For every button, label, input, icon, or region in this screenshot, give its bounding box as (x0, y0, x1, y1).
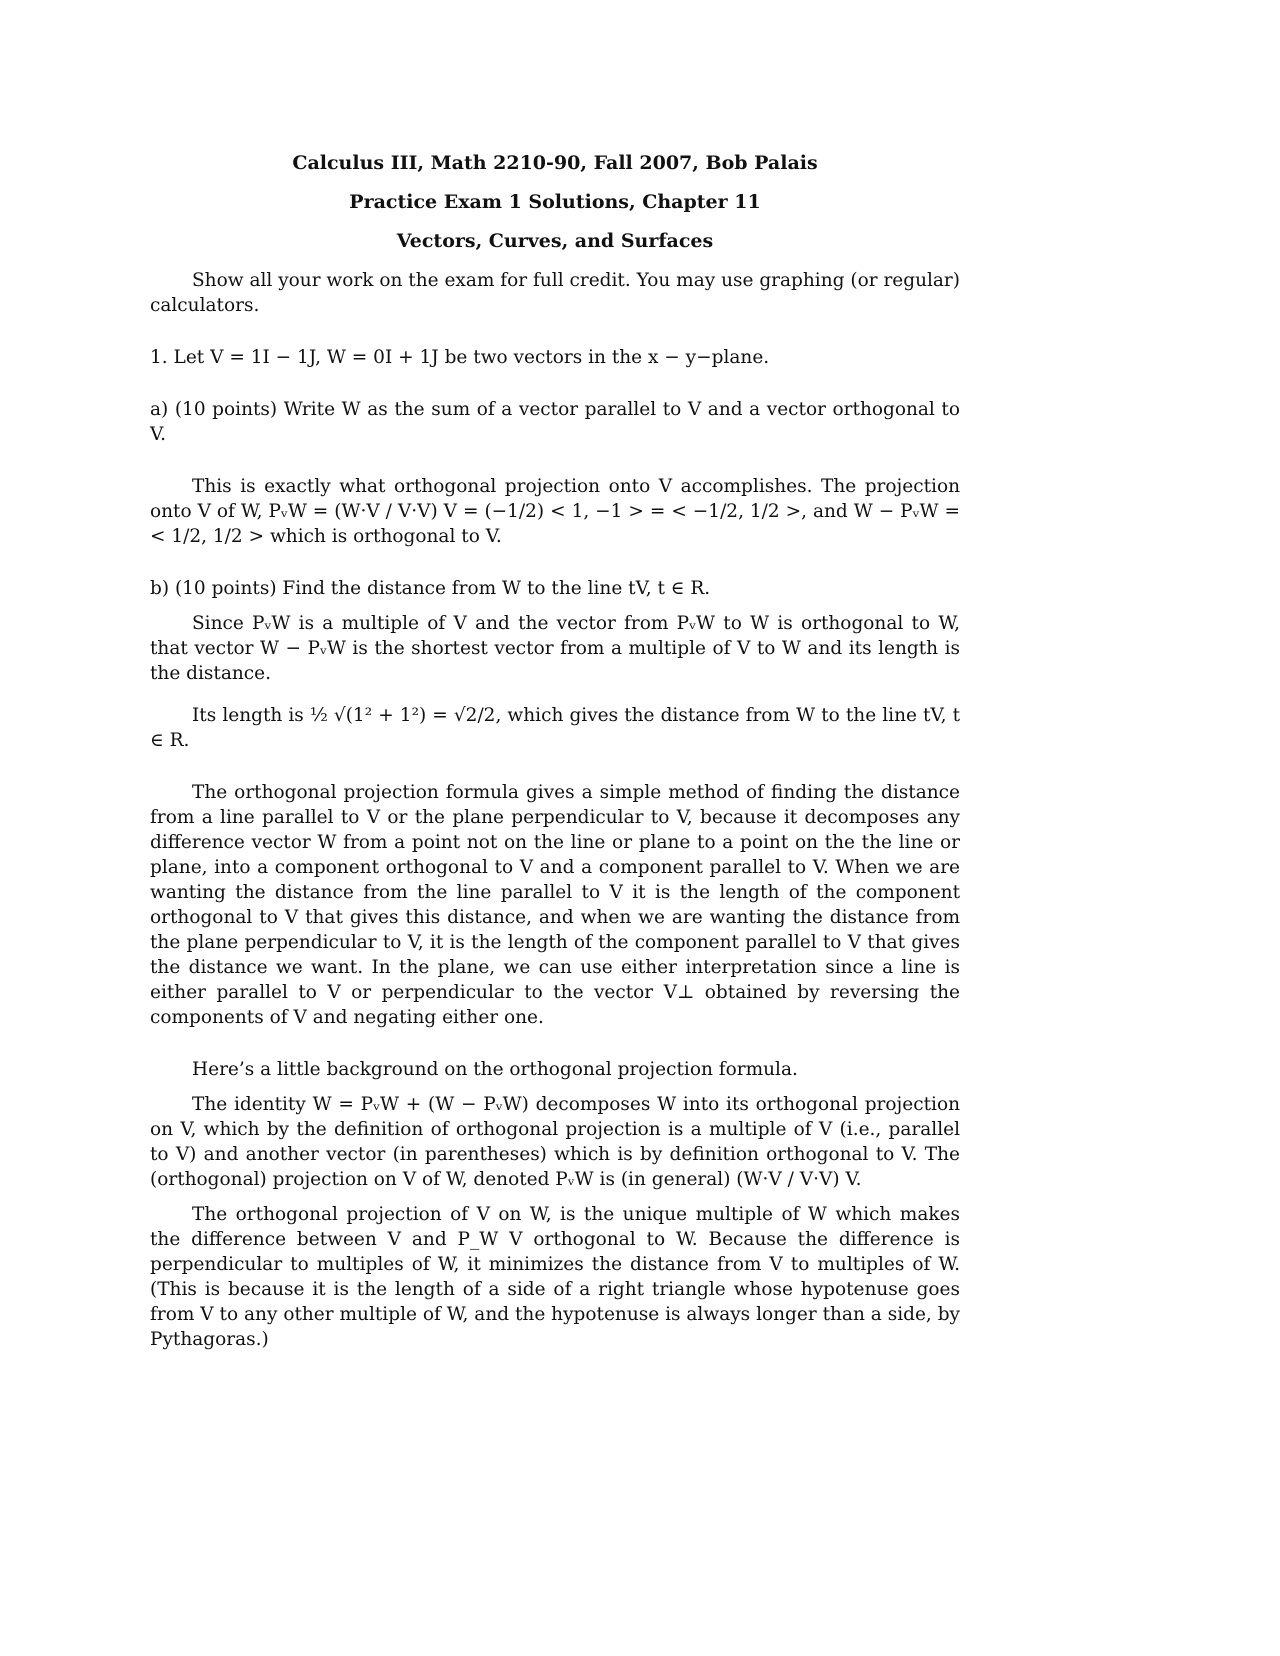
discussion-paragraph-1: The orthogonal projection formula gives a simple method of finding the distance from a line parallel to V or the plane perpendicular to V, because it decomposes any difference vector W from a point not on the line or plane to a point on the the line or plane, into a component orthogonal to V and a component parallel to V. When we are wanting the distance from the line parallel to V it is the length of the component orthogonal to V that gives this distance, and when we are wanting the distance from the plane perpendicular to V, it is the length of the component parallel to V that gives the distance we want. In the plane, we can use either interpretation since a line is either parallel to V or perpendicular to the vector V⊥ obtained by reversing the components of V and negating either one. (150, 782, 960, 1028)
discussion-paragraph-3: The identity W = PᵥW + (W − PᵥW) decomposes W into its orthogonal projection on V, which by the definition of orthogonal projection is a multiple of V (i.e., parallel to V) and another vector (in parentheses) which is by definition orthogonal to V. The (orthogonal) projection on V of W, denoted PᵥW is (in general) (W·V / V·V) V. (150, 1094, 960, 1190)
course-title: Calculus III, Math 2210-90, Fall 2007, Bob Palais (292, 152, 818, 174)
instructions: Show all your work on the exam for full credit. You may use graphing (or regular) calculators. (150, 270, 960, 316)
discussion-paragraph-4: The orthogonal projection of V on W, is the unique multiple of W which makes the difference between V and P_W V orthogonal to W. Because the difference is perpendicular to multiples of W, it minimizes the distance from V to multiples of W. (This is because it is the length of a side of a right triangle whose hypotenuse goes from V to any other multiple of W, and the hypotenuse is always longer than a side, by Pythagoras.) (150, 1204, 960, 1350)
part-b-question: b) (10 points) Find the distance from W to the line tV, t ∈ R. (150, 578, 711, 599)
part-b-length: Its length is ½ √(1² + 1²) = √2/2, which gives the distance from W to the line tV, t ∈ R. (150, 705, 960, 751)
chapter-title: Vectors, Curves, and Surfaces (396, 230, 714, 252)
part-b-answer: Since PᵥW is a multiple of V and the vector from PᵥW to W is orthogonal to W, that vector W − PᵥW is the shortest vector from a multiple of V to W and its length is the distance. (150, 613, 960, 684)
document-body (150, 268, 960, 1352)
part-a-question: a) (10 points) Write W as the sum of a vector parallel to V and a vector orthogonal to V. (150, 399, 960, 445)
part-a-answer: This is exactly what orthogonal projection onto V accomplishes. The projection onto V of W, PᵥW = (W·V / V·V) V = (−1/2) < 1, −1 > = < −1/2, 1/2 >, and W − PᵥW = < 1/2, 1/2 > which is orthogonal to V. (150, 476, 960, 547)
exam-title: Practice Exam 1 Solutions, Chapter 11 (349, 191, 761, 213)
problem-1-statement: 1. Let V = 1I − 1J, W = 0I + 1J be two vectors in the x − y−plane. (150, 347, 770, 368)
discussion-paragraph-2: Here’s a little background on the orthogonal projection formula. (192, 1059, 798, 1080)
